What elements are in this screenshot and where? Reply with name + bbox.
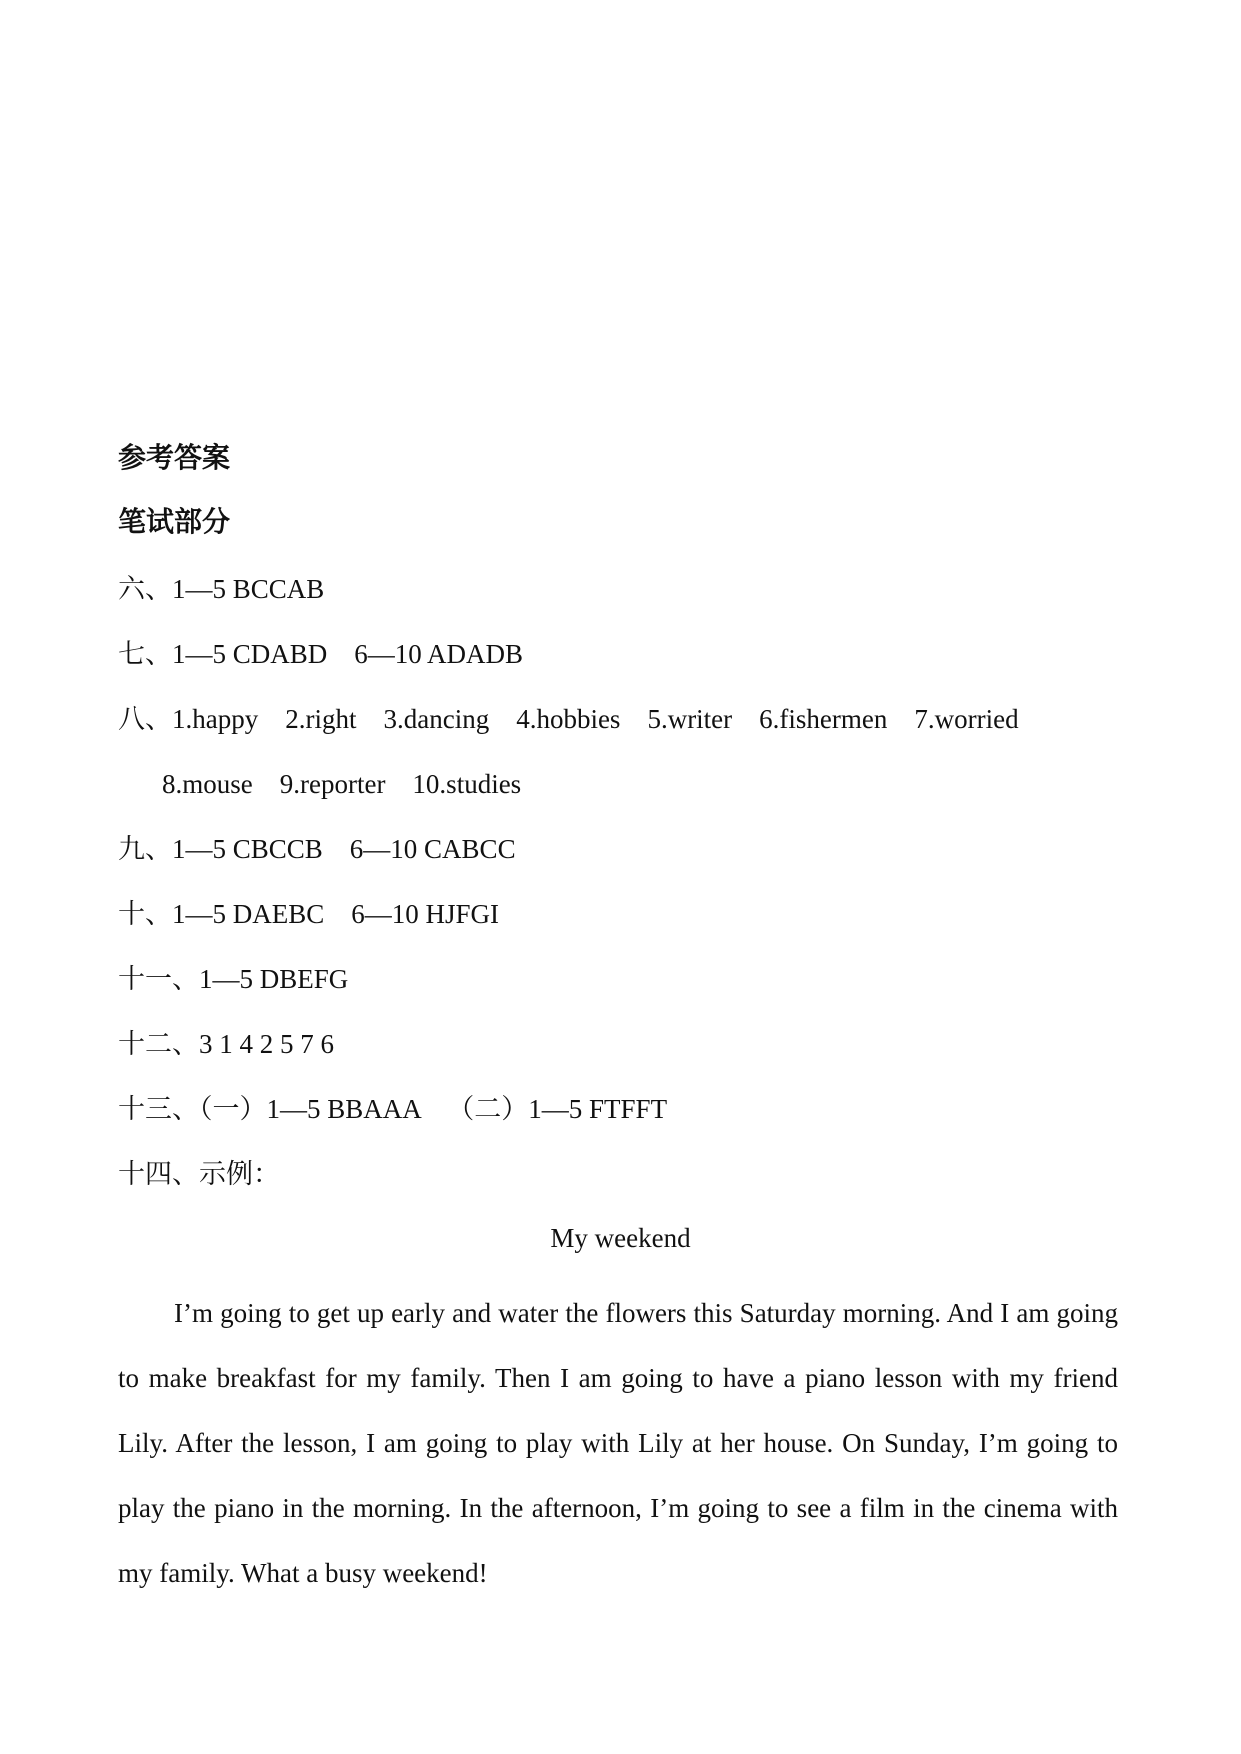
answer-line-nine: 九、1—5 CBCCB 6—10 CABCC	[118, 834, 516, 864]
answer-line-eight-continued: 8.mouse 9.reporter 10.studies	[162, 769, 522, 799]
essay-body: I’m going to get up early and water the flowers this Saturday morning. And I am going to make breakfast for my family. Then I am going to have a piano lesson with my friend Lily. After the lesson, I am going to play with Lily at her house. On Sunday, I’m going to play the piano in the morning. In the afternoon, I’m going to see a film in the cinema with my family. What a busy weekend!	[118, 1298, 1118, 1588]
answer-line-eight: 八、1.happy 2.right 3.dancing 4.hobbies 5.writer 6.fishermen 7.worried	[118, 704, 1019, 734]
answer-line-seven: 七、1—5 CDABD 6—10 ADADB	[118, 639, 524, 669]
answer-line-thirteen: 十三、（一）1—5 BBAAA （二）1—5 FTFFT	[118, 1094, 668, 1124]
answer-line-eleven: 十一、1—5 DBEFG	[118, 964, 349, 994]
answer-line-six: 六、1—5 BCCAB	[118, 574, 325, 604]
answer-line-twelve: 十二、3 1 4 2 5 7 6	[118, 1029, 334, 1059]
essay-title: My weekend	[550, 1223, 691, 1253]
page-title: 参考答案	[118, 443, 231, 474]
answer-line-ten: 十、1—5 DAEBC 6—10 HJFGI	[118, 899, 500, 929]
answer-line-fourteen: 十四、示例：	[118, 1159, 280, 1189]
section-title: 笔试部分	[118, 507, 231, 538]
